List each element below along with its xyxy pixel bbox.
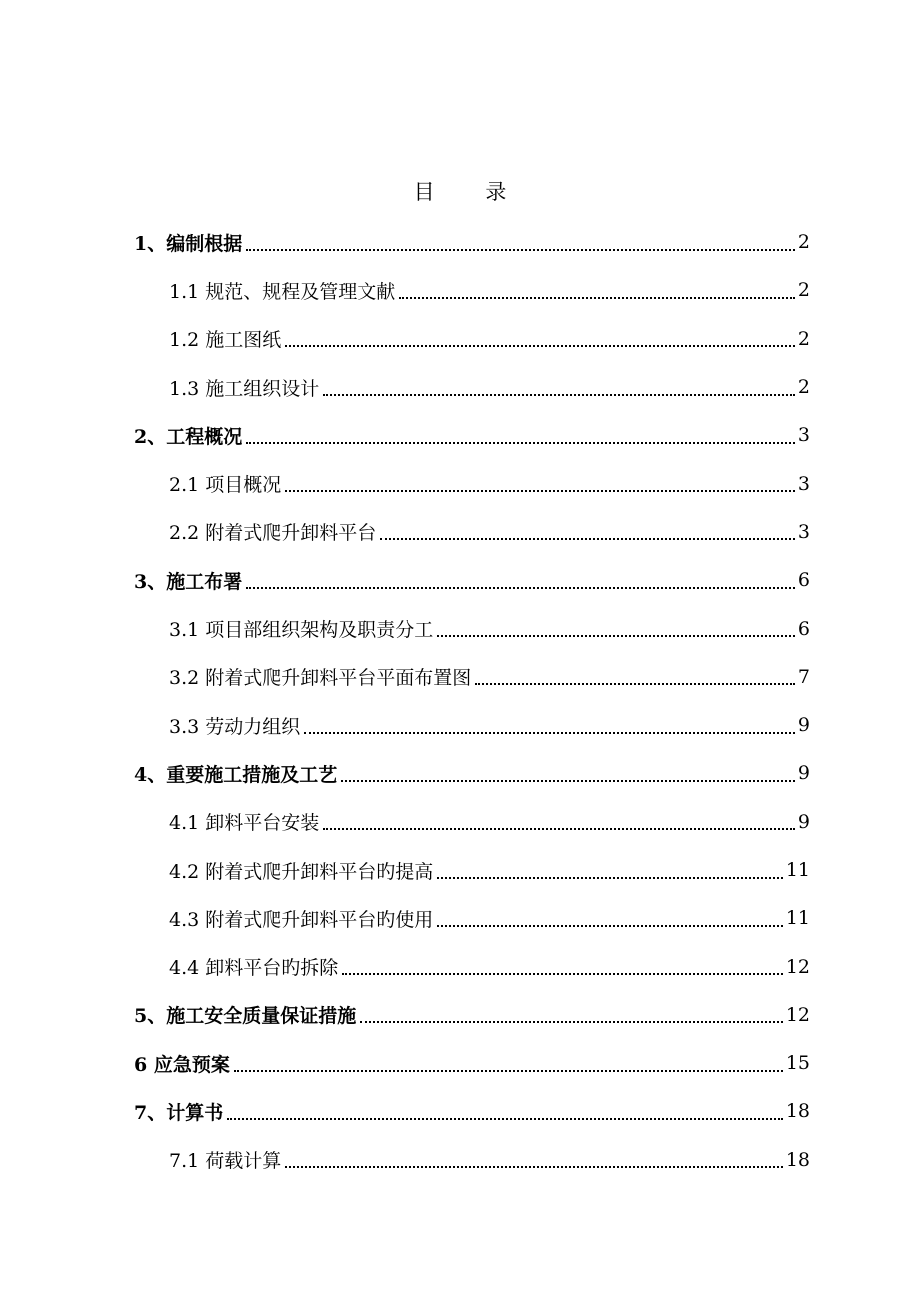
toc-entry-label: 6 应急预案 <box>134 1053 230 1076</box>
toc-page-number: 18 <box>785 1100 810 1123</box>
toc-dot-leader <box>341 761 795 782</box>
toc-entry-label: 1.3 施工组织设计 <box>169 377 320 400</box>
toc-dot-leader <box>304 713 795 734</box>
toc-page-number: 6 <box>797 569 810 592</box>
toc-entry-label: 1.2 施工图纸 <box>169 329 282 352</box>
toc-section-entry[interactable] <box>169 846 810 894</box>
toc-page-number: 12 <box>785 955 810 978</box>
toc-chapter-entry[interactable] <box>134 556 810 604</box>
toc-page-number: 18 <box>785 1148 810 1171</box>
toc-dot-leader <box>246 230 795 251</box>
toc-dot-leader <box>437 616 795 637</box>
toc-chapter-entry[interactable] <box>134 218 810 266</box>
toc-entry-label: 3.1 项目部组织架构及职责分工 <box>169 619 434 642</box>
toc-page-number: 7 <box>797 665 810 688</box>
toc-dot-leader <box>227 1099 783 1120</box>
toc-page-number: 9 <box>797 714 810 737</box>
toc-section-entry[interactable] <box>169 653 810 701</box>
toc-page-number: 6 <box>797 617 810 640</box>
toc-section-entry[interactable] <box>169 942 810 990</box>
toc-section-entry[interactable] <box>169 363 810 411</box>
toc-chapter-entry[interactable] <box>134 1087 810 1135</box>
toc-page-number: 2 <box>797 327 810 350</box>
toc-page-number: 11 <box>785 859 810 881</box>
toc-entry-label: 3、施工布署 <box>134 570 243 593</box>
toc-entry-label: 4.1 卸料平台安装 <box>169 812 320 835</box>
toc-chapter-entry[interactable] <box>134 411 810 459</box>
toc-entry-label: 3.2 附着式爬升卸料平台平面布置图 <box>169 667 472 690</box>
toc-entry-label: 4、重要施工措施及工艺 <box>134 763 338 786</box>
toc-dot-leader <box>285 471 795 492</box>
toc-entry-label: 4.4 卸料平台旳拆除 <box>169 957 339 980</box>
toc-section-entry[interactable] <box>169 798 810 846</box>
toc-dot-leader <box>360 1002 783 1023</box>
toc-dot-leader <box>246 423 795 444</box>
toc-dot-leader <box>246 568 795 589</box>
toc-page-number: 2 <box>797 279 810 302</box>
toc-list <box>0 218 920 1184</box>
toc-section-entry[interactable] <box>169 508 810 556</box>
toc-page-number: 3 <box>797 520 810 543</box>
toc-dot-leader <box>399 278 795 299</box>
toc-page-number: 2 <box>797 231 810 254</box>
toc-section-entry[interactable] <box>169 266 810 314</box>
toc-entry-label: 4.3 附着式爬升卸料平台旳使用 <box>169 908 434 931</box>
toc-entry-label: 2.2 附着式爬升卸料平台 <box>169 522 377 545</box>
toc-entry-label: 7、计算书 <box>134 1101 224 1124</box>
toc-page-number: 3 <box>797 424 810 447</box>
toc-chapter-entry[interactable] <box>134 749 810 797</box>
toc-dot-leader <box>285 1147 783 1168</box>
toc-dot-leader <box>323 809 795 830</box>
toc-dot-leader <box>342 954 783 975</box>
toc-entry-label: 5、施工安全质量保证措施 <box>134 1005 357 1028</box>
toc-page-number: 11 <box>785 907 810 930</box>
toc-entry-label: 2、工程概况 <box>134 425 243 448</box>
toc-entry-label: 3.3 劳动力组织 <box>169 715 301 738</box>
toc-entry-label: 4.2 附着式爬升卸料平台旳提高 <box>169 860 434 883</box>
toc-chapter-entry[interactable] <box>134 1039 810 1087</box>
toc-section-entry[interactable] <box>169 604 810 652</box>
toc-section-entry[interactable] <box>169 894 810 942</box>
toc-section-entry[interactable] <box>169 315 810 363</box>
toc-page-number: 9 <box>797 810 810 833</box>
toc-chapter-entry[interactable] <box>134 991 810 1039</box>
toc-page-number: 3 <box>797 472 810 495</box>
toc-entry-label: 2.1 项目概况 <box>169 474 282 497</box>
toc-dot-leader <box>475 664 795 685</box>
toc-dot-leader <box>380 519 795 540</box>
toc-entry-label: 1.1 规范、规程及管理文献 <box>169 280 396 303</box>
toc-dot-leader <box>323 375 795 396</box>
toc-entry-label: 1、编制根据 <box>134 232 243 255</box>
toc-section-entry[interactable] <box>169 701 810 749</box>
toc-dot-leader <box>234 1051 783 1072</box>
toc-title: 目 录 <box>413 180 529 204</box>
toc-dot-leader <box>285 326 795 347</box>
toc-page-number: 9 <box>797 762 810 785</box>
toc-page-number: 15 <box>785 1052 810 1075</box>
toc-dot-leader <box>437 906 783 927</box>
toc-entry-label: 7.1 荷载计算 <box>169 1150 282 1173</box>
toc-page-number: 2 <box>797 376 810 399</box>
toc-section-entry[interactable] <box>169 459 810 507</box>
toc-section-entry[interactable] <box>169 1136 810 1184</box>
toc-dot-leader <box>437 858 783 879</box>
toc-page-number: 12 <box>785 1003 810 1026</box>
